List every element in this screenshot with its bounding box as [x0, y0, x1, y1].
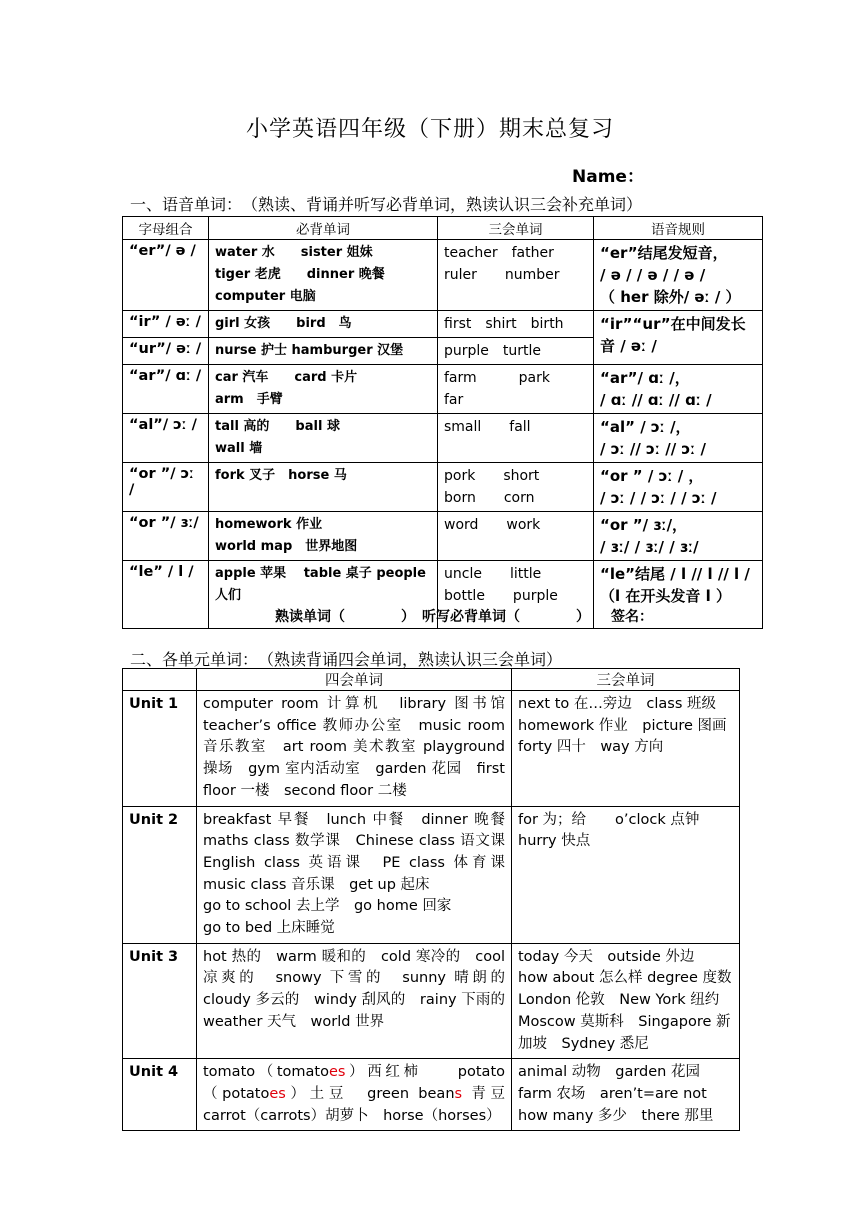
letter-combo: “er”/ ə / — [123, 240, 209, 311]
must-words: homework 作业 world map 世界地图 — [209, 512, 438, 561]
unit-label: Unit 2 — [123, 806, 197, 943]
phonics-rule: “or ” / ɔː / ， / ɔː / / ɔː / / ɔː / — [594, 463, 763, 512]
section1-heading: 一、语音单词： （熟读、背诵并听写必背单词，熟读认识三会补充单词） — [130, 195, 643, 214]
table-row — [123, 512, 763, 561]
must-words: car 汽车 card 卡片 arm 手臂 — [209, 365, 438, 414]
plural-suffix: es — [269, 1085, 286, 1102]
word-text: ）土豆 green bean — [285, 1085, 455, 1102]
table-header-row — [123, 217, 763, 240]
unit-label: Unit 1 — [123, 691, 197, 807]
table-row — [123, 691, 740, 807]
letter-combo: “or ”/ ɔː / — [123, 463, 209, 512]
four-skill-words: computer room 计算机 library 图书馆 teacher’s office 教师办公室 music room 音乐教室 art room 美术教室 playground 操场 gym 室内活动室 garden 花园 first floor 一楼 second floor 二楼 — [197, 691, 512, 807]
header-cell: 必背单词 — [209, 217, 438, 240]
three-words: word work — [438, 512, 594, 561]
three-words: purple turtle — [438, 338, 594, 365]
four-skill-words: hot 热的 warm 暖和的 cold 寒冷的 cool 凉爽的 snowy 下雪的 sunny 晴朗的 cloudy 多云的 windy 刮风的 rainy 下雨的 weather 天气 world 世界 — [197, 943, 512, 1059]
header-cell: 字母组合 — [123, 217, 209, 240]
phonics-rule: “ir”“ur”在中间发长音 / əː / — [594, 311, 763, 365]
three-words: small fall — [438, 414, 594, 463]
header-cell: 四会单词 — [197, 669, 512, 691]
must-words: water 水 sister 姐妹 tiger 老虎 dinner 晚餐 computer 电脑 — [209, 240, 438, 311]
word-text: 青豆 carrot（carrots）胡萝卜 horse（horses） — [203, 1085, 506, 1124]
letter-combo: “le” / l / — [123, 561, 209, 629]
phonics-table — [122, 216, 763, 629]
phonics-rule: “al” / ɔː /， / ɔː // ɔː // ɔː / — [594, 414, 763, 463]
must-words: tall 高的 ball 球 wall 墙 — [209, 414, 438, 463]
phonics-rule: “er”结尾发短音， / ə / / ə / / ə / （ her 除外/ əː / ） — [594, 240, 763, 311]
plural-suffix: s — [454, 1085, 463, 1102]
table-row — [123, 943, 740, 1059]
three-skill-words: today 今天 outside 外边 how about 怎么样 degree 度数 London 伦敦 New York 纽约 Moscow 莫斯科 Singapore 新加坡 Sydney 悉尼 — [512, 943, 740, 1059]
header-cell: 语音规则 — [594, 217, 763, 240]
table-row — [123, 311, 763, 338]
must-words: apple 苹果 table 桌子 people 人们 — [209, 561, 438, 629]
unit-label: Unit 4 — [123, 1059, 197, 1131]
header-cell: 三会单词 — [512, 669, 740, 691]
unit-label: Unit 3 — [123, 943, 197, 1059]
table-header-row — [123, 669, 740, 691]
unit-words-table — [122, 668, 740, 1131]
letter-combo: “ar”/ ɑː / — [123, 365, 209, 414]
three-words: teacher father ruler number — [438, 240, 594, 311]
table-row — [123, 806, 740, 943]
three-skill-words: next to 在…旁边 class 班级 homework 作业 picture 图画 forty 四十 way 方向 — [512, 691, 740, 807]
four-skill-words — [197, 1059, 512, 1131]
must-words: nurse 护士 hamburger 汉堡 — [209, 338, 438, 365]
plural-suffix: es — [328, 1064, 346, 1081]
phonics-rule: “le”结尾 / l // l // l / （l 在开头发音 l ） — [594, 561, 763, 629]
word-text: ）西红柿 potato（potato — [203, 1064, 505, 1102]
signature-line: 熟读单词（ ） 听写必背单词（ ） 签名： — [275, 609, 653, 625]
page-title: 小学英语四年级（下册）期末总复习 — [245, 117, 614, 142]
header-cell: 三会单词 — [438, 217, 594, 240]
three-words: farm park far — [438, 365, 594, 414]
must-words: fork 叉子 horse 马 — [209, 463, 438, 512]
four-skill-words: breakfast 早餐 lunch 中餐 dinner 晚餐 maths class 数学课 Chinese class 语文课 English class 英语课 PE class 体育课 music class 音乐课 get up 起床 go to school 去上学 go home 回家 go to bed 上床睡觉 — [197, 806, 512, 943]
table-row — [123, 463, 763, 512]
letter-combo: “ur”/ əː / — [123, 338, 209, 365]
three-words: uncle little bottle purple — [438, 561, 594, 629]
table-row — [123, 414, 763, 463]
section2-heading: 二、各单元单词： （熟读背诵四会单词，熟读认识三会单词） — [130, 650, 563, 669]
three-words: pork short born corn — [438, 463, 594, 512]
three-skill-words: animal 动物 garden 花园 farm 农场 aren’t=are not how many 多少 there 那里 — [512, 1059, 740, 1131]
header-cell — [123, 669, 197, 691]
table-row — [123, 365, 763, 414]
letter-combo: “ir” / əː / — [123, 311, 209, 338]
table-row — [123, 1059, 740, 1131]
letter-combo: “al”/ ɔː / — [123, 414, 209, 463]
name-label: Name： — [572, 167, 644, 187]
phonics-rule: “or ”/ ɜː/， / ɜː/ / ɜː/ / ɜː/ — [594, 512, 763, 561]
word-text: tomato（tomato — [203, 1064, 329, 1081]
table-row — [123, 240, 763, 311]
letter-combo: “or ”/ ɜː/ — [123, 512, 209, 561]
must-words: girl 女孩 bird 鸟 — [209, 311, 438, 338]
three-words: first shirt birth — [438, 311, 594, 338]
phonics-rule: “ar”/ ɑː /， / ɑː // ɑː // ɑː / — [594, 365, 763, 414]
three-skill-words: for 为；给 o’clock 点钟 hurry 快点 — [512, 806, 740, 943]
